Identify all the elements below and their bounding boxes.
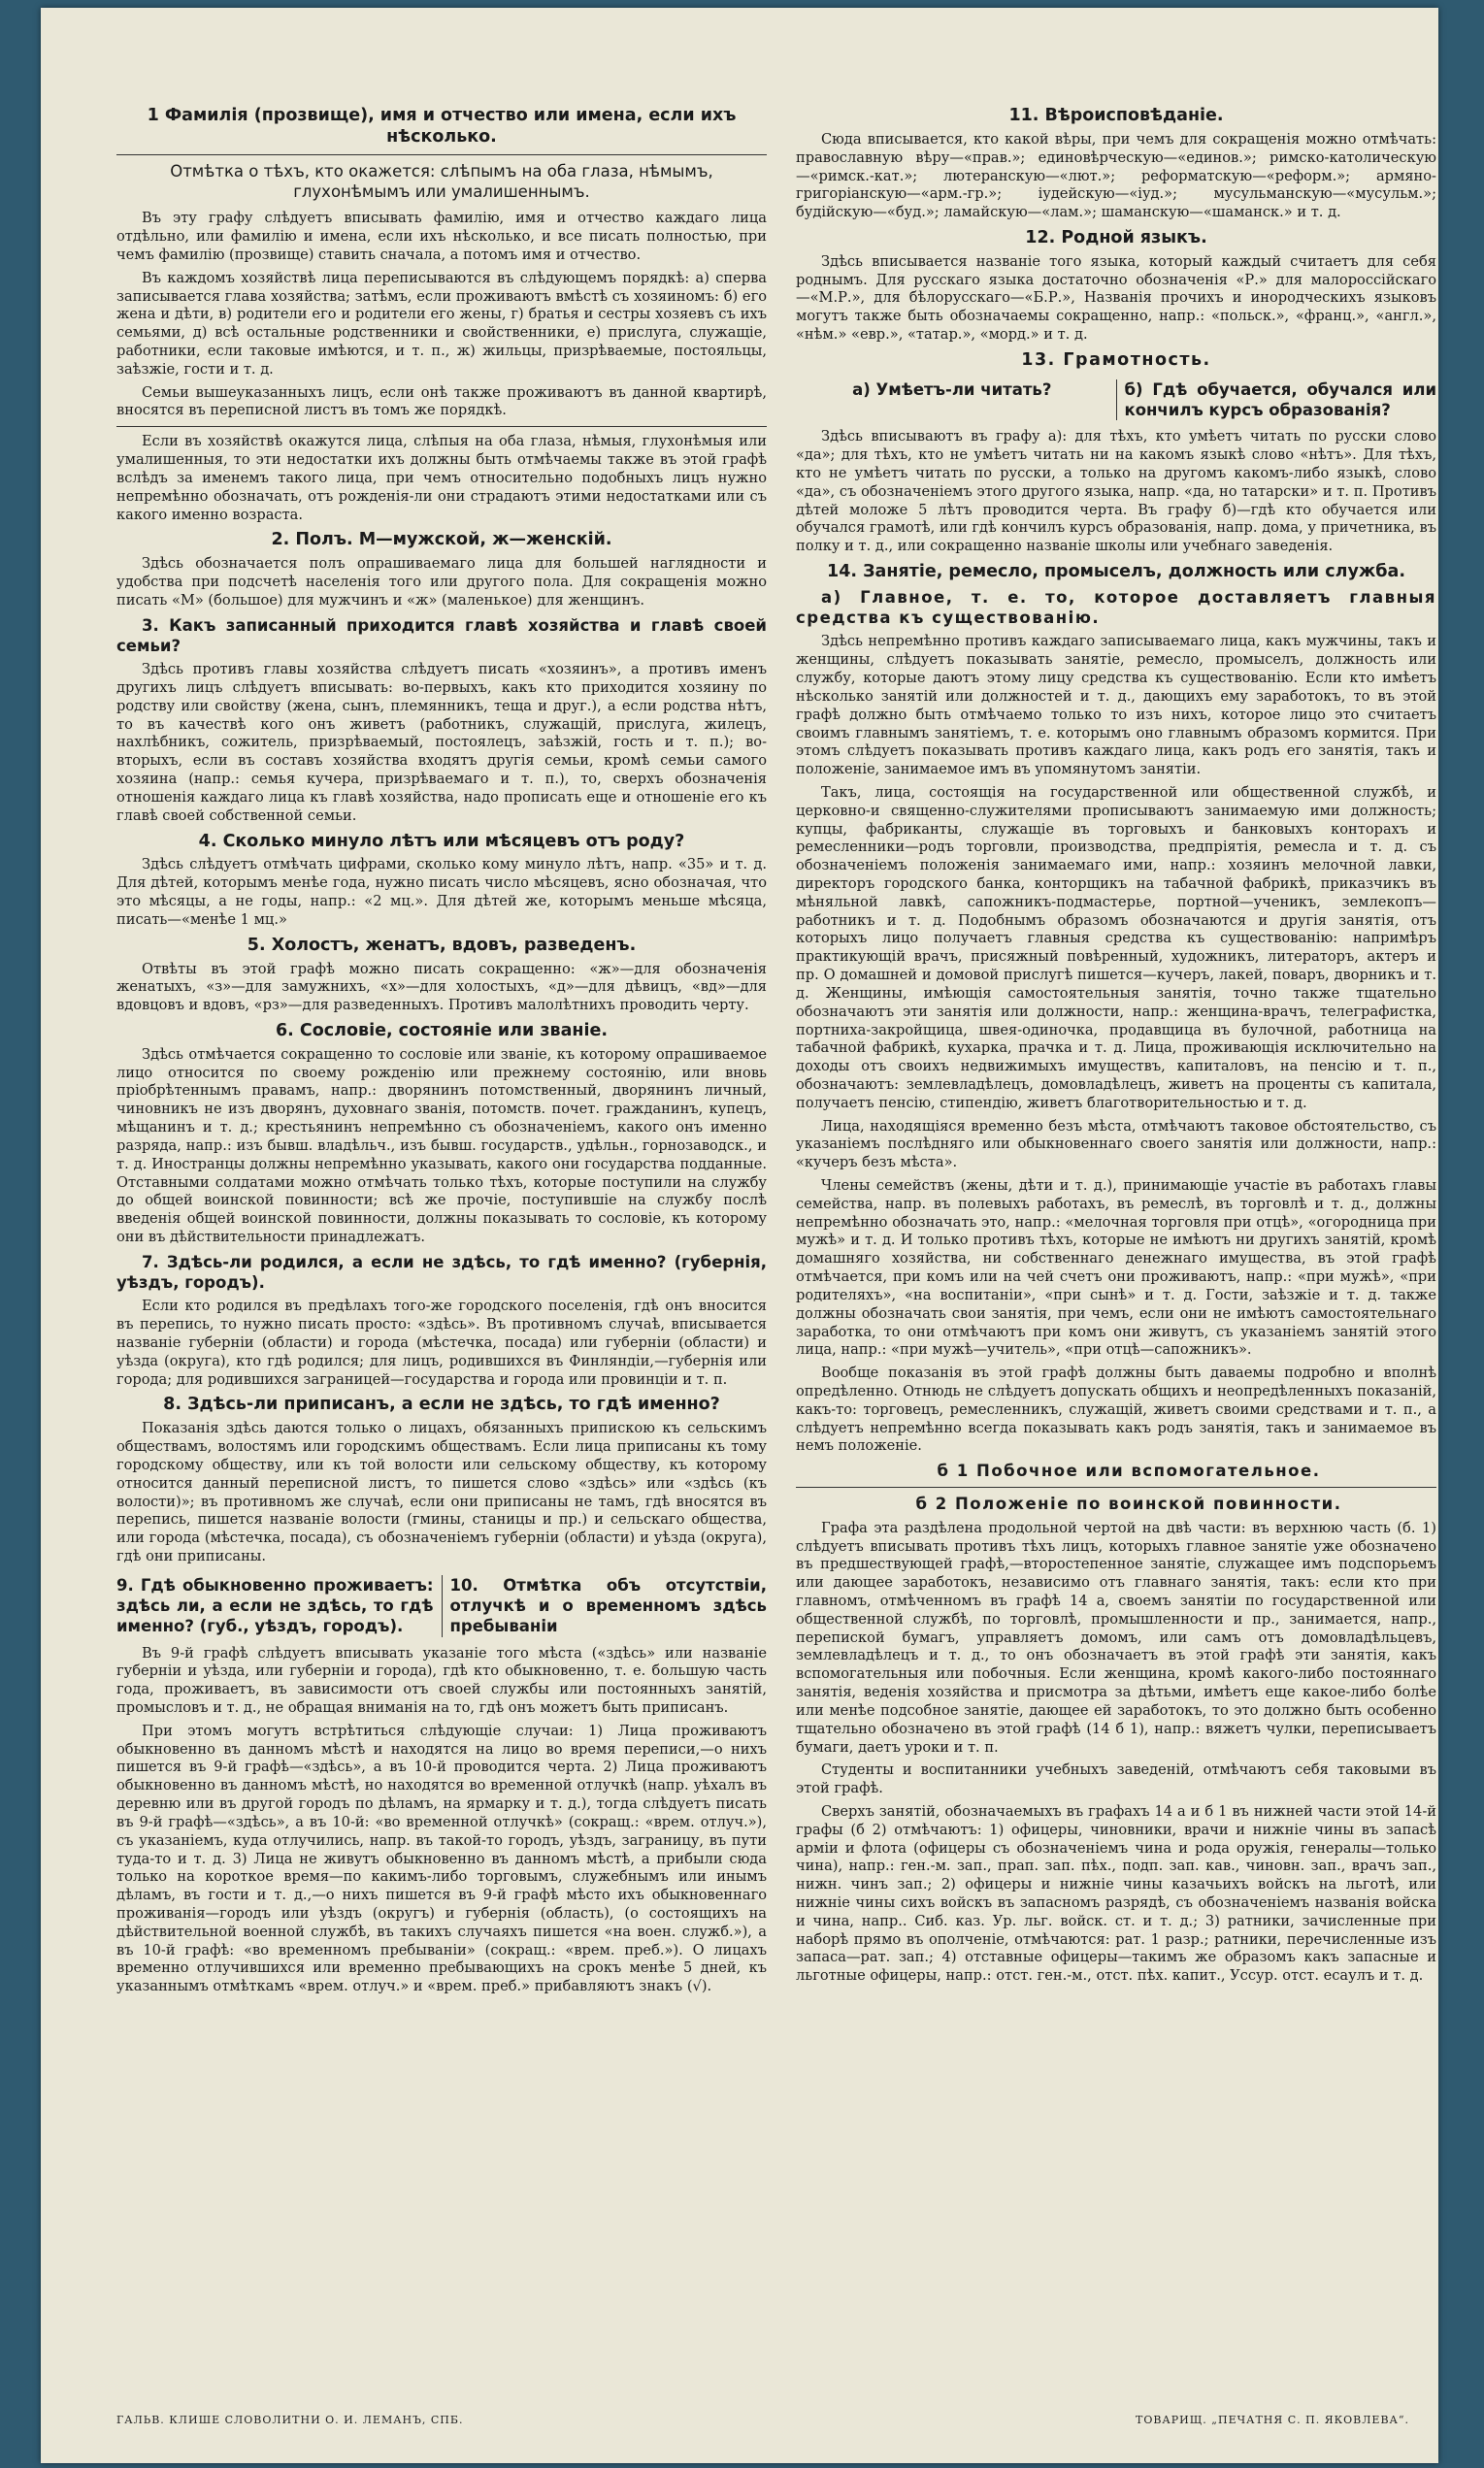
section-14-paragraph: Лица, находящіяся временно безъ мѣста, отмѣчаютъ таковое обстоятельство, съ указаніемъ послѣдняго или обыкновеннаго своего занятія или должности, напр.: «кучеръ безъ мѣста». [796,1117,1436,1171]
section-6-paragraph: Здѣсь отмѣчается сокращенно то сословіе или званіе, къ которому опрашиваемое лицо относится по своему рожденію или прежнему состоянію, или вновь пріобрѣтеннымъ правамъ, напр.: дворянинъ потомственный, дворянинъ личный, чиновникъ не изъ дворянъ, духовнаго званія, потомств. почет. гражданинъ, купецъ, мѣщанинъ и т. д.; крестьянинъ непремѣнно съ обозначеніемъ, какого онъ именно разряда, напр.: изъ бывш. владѣльч., изъ бывш. государств., удѣльн., горнозаводск., и т. д. Иностранцы должны непремѣнно указывать, какого они государства подданные. Отставными солдатами можно отмѣчать только тѣхъ, которые поступили на службу до общей воинской повинности; всѣ же прочіе, поступившіе на службу послѣ введенія общей воинской повинности, должны показывать то сословіе, къ которому они въ дѣйствительности принадлежатъ. [116,1045,767,1245]
section-6-title: 6. Сословіе, состояніе или званіе. [276,1020,608,1040]
section-1-title: 1 Фамилія (прозвище), имя и отчество или имена, если ихъ нѣсколько. [147,106,737,147]
section-14-b2: б 2 Положеніе по воинской повинности. [915,1495,1342,1514]
section-7-title: 7. Здѣсь-ли родился, а если не здѣсь, то гдѣ именно? (губернія, уѣздъ, городъ). [116,1252,767,1293]
section-14-paragraph: Здѣсь непремѣнно противъ каждаго записываемаго лица, какъ мужчины, такъ и женщины, слѣдуетъ показывать занятіе, ремесло, промыселъ, должность или службу, которые даютъ этому лицу средства къ существованію. Если кто имѣетъ нѣсколько занятій или должностей и т. д., дающихъ ему заработокъ, то въ этой графѣ должно быть отмѣчаемо только то изъ нихъ, которое лицо это считаетъ своимъ главнымъ занятіемъ, т. е. которымъ оно главнымъ образомъ кормится. При этомъ слѣдуетъ показывать противъ каждаго лица, какъ родъ его занятія, такъ и положеніе, занимаемое имъ въ упомянутомъ занятіи. [796,633,1436,778]
section-1-paragraph: Въ каждомъ хозяйствѣ лица переписываются въ слѣдующемъ порядкѣ: а) сперва записывается глава хозяйства; затѣмъ, если проживаютъ вмѣстѣ съ хозяиномъ: б) его жена и дѣти, в) родители его и родители его жены, г) братья и сестры хозяевъ съ ихъ семьями, д) всѣ остальные родственники и свойственники, е) прислуга, служащіе, работники, если таковые имѣются, и т. п., ж) жильцы, призрѣваемые, постояльцы, заѣзжіе, гости и т. д. [116,269,767,378]
section-14-a: а) Главное, т. е. то, которое доставляетъ главныя средства къ существованію. [796,587,1436,628]
section-13-paragraph: Здѣсь вписываютъ въ графу а): для тѣхъ, кто умѣетъ читать по русски слово «да»; для тѣхъ, кто не умѣетъ читать ни на какомъ языкѣ слово «нѣтъ». Для тѣхъ, кто не умѣетъ читать по русски, а только на другомъ какомъ-либо языкѣ, слово «да», съ обозначеніемъ этого другого языка, напр. «да, но татарски» и т. п. Противъ дѣтей моложе 5 лѣтъ проводится черта. Въ графу б)—гдѣ кто обучается или обучался грамотѣ, или гдѣ кончилъ курсъ образованія, напр. дома, у причетника, въ полку и т. д., или сокращенно названіе школы или учебнаго заведенія. [796,428,1436,555]
section-13-title: 13. Грамотность. [1021,349,1211,370]
divider [116,154,767,155]
section-12-title: 12. Родной языкъ. [1025,227,1207,247]
section-10-title: 10. Отмѣтка объ отсутствіи, отлучкѣ и о временномъ здѣсь пребываніи [442,1575,768,1637]
left-column [116,100,767,2386]
divider [116,426,767,427]
section-9-title: 9. Гдѣ обыкновенно проживаетъ: здѣсь ли, а если не здѣсь, то гдѣ именно? (губ., уѣздъ, городъ). [116,1575,434,1636]
section-8-paragraph: Показанія здѣсь даются только о лицахъ, обязанныхъ припискою къ сельскимъ обществамъ, волостямъ или городскимъ обществамъ. Если лица приписаны къ тому городскому обществу, или къ той волости или сельскому обществу, къ которому относится данный переписной листъ, то пишется слово «здѣсь» или «здѣсь (къ волости)»; въ противномъ же случаѣ, если они приписаны не тамъ, гдѣ вносятся въ перепись, пишется названіе волости (гмины, станицы и пр.) и сельскаго общества, или города (мѣстечка, посада), съ обозначеніемъ губерніи (области) и уѣзда (округа), гдѣ они приписаны. [116,1420,767,1564]
section-3-paragraph: Здѣсь противъ главы хозяйства слѣдуетъ писать «хозяинъ», а противъ именъ другихъ лицъ слѣдуетъ вписывать: во-первыхъ, какъ кто приходится хозяину по родству или свойству (жена, сынъ, племянникъ, теща и друг.), а если родства нѣтъ, то въ качествѣ кого онъ живетъ (работникъ, служащій, прислуга, жилецъ, нахлѣбникъ, сожитель, призрѣваемый, постоялецъ, заѣзжій, гость и т. п.); во-вторыхъ, если въ составъ хозяйства входятъ другія семьи, кромѣ семьи самого хозяина (напр.: семья кучера, призрѣваемаго и т. п.), то, сверхъ обозначенія отношенія каждаго лица къ главѣ хозяйства, надо прописать еще и отношеніе его къ главѣ своей собственной семьи. [116,661,767,824]
section-4-title: 4. Сколько минуло лѣтъ или мѣсяцевъ отъ роду? [198,831,685,851]
section-1-paragraph: Въ эту графу слѣдуетъ вписывать фамилію, имя и отчество каждаго лица отдѣльно, или фамилію и имена, если ихъ нѣсколько, и все писать полностью, при чемъ фамилію (прозвище) ставить сначала, а потомъ имя и отчество. [116,210,767,263]
census-instruction-sheet [41,8,1438,2463]
section-5-title: 5. Холостъ, женатъ, вдовъ, разведенъ. [247,935,637,955]
right-column [796,100,1436,2386]
section-1-paragraph: Семьи вышеуказанныхъ лицъ, если онѣ также проживаютъ въ данной квартирѣ, вносятся въ переписной листъ въ томъ же порядкѣ. [116,383,767,419]
section-9-paragraph: При этомъ могутъ встрѣтиться слѣдующіе случаи: 1) Лица проживаютъ обыкновенно въ данномъ мѣстѣ и находятся на лицо во время переписи,—о нихъ пишется въ 9-й графѣ—«здѣсь», а въ 10-й проводится черта. 2) Лица проживаютъ обыкновенно въ данномъ мѣстѣ, но находятся во временной отлучкѣ (напр. уѣхалъ въ деревню или въ другой городъ по дѣламъ, на ярмарку и т. д.), тогда слѣдуетъ писать въ 9-й графѣ—«здѣсь», а въ 10-й: «во временной отлучкѣ» (сокращ.: «врем. отлуч.»), съ указаніемъ, куда отлучились, напр. въ такой-то городъ, уѣздъ, заграницу, въ пути туда-то и т. д. 3) Лица не живутъ обыкновенно въ данномъ мѣстѣ, а прибыли сюда только на короткое время—по какимъ-либо торговымъ, служебнымъ или инымъ дѣламъ, въ гости и т. д.,—о нихъ пишется въ 9-й графѣ мѣсто ихъ обыкновеннаго проживанія—городъ или уѣздъ (округъ) и губернія (область), (о состоящихъ на дѣйствительной военной службѣ, въ такихъ случаяхъ пишется «на воен. служб.»), а въ 10-й графѣ: «во временномъ пребываніи» (сокращ.: «врем. преб.»). О лицахъ временно отлучившихся или временно пребывающихъ на срокъ менѣе 5 дней, къ указаннымъ отмѣткамъ «врем. отлуч.» и «врем. преб.» прибавляютъ знакъ (√). [116,1722,767,1995]
section-8-title: 8. Здѣсь-ли приписанъ, а если не здѣсь, то гдѣ именно? [163,1395,720,1415]
section-9-paragraph: Въ 9-й графѣ слѣдуетъ вписывать указаніе того мѣста («здѣсь» или названіе губерніи и уѣзда, или губерніи и города), гдѣ кто обыкновенно, т. е. большую часть года, проживаетъ, въ зависимости отъ своей службы или постоянныхъ занятій, промысловъ и т. д., не обращая вниманія на то, гдѣ онъ можетъ быть приписанъ. [116,1644,767,1717]
section-7-paragraph: Если кто родился въ предѣлахъ того-же городского поселенія, гдѣ онъ вносится въ перепись, то нужно писать просто: «здѣсь». Въ противномъ случаѣ, вписывается названіе губерніи (области) и города (мѣстечка, посада) или губерніи (области) и уѣзда (округа), кто гдѣ родился; для лицъ, родившихся въ Финляндіи,—губернія или города; для родившихся заграницей—государства и города или провинціи и т. п. [116,1298,767,1388]
section-2-title: 2. Полъ. М—мужской, ж—женскій. [271,530,612,550]
printer-credit-left: ГАЛЬВ. КЛИШЕ СЛОВОЛИТНИ О. И. ЛЕМАНЪ, СПБ. [116,2414,464,2426]
printer-credit-right: ТОВАРИЩ. „ПЕЧАТНЯ С. П. ЯКОВЛЕВА“. [1135,2414,1409,2426]
section-14-paragraph: Сверхъ занятій, обозначаемыхъ въ графахъ 14 а и б 1 въ нижней части этой 14-й графы (б 2) отмѣчаютъ: 1) офицеры, чиновники, врачи и нижніе чины въ запасѣ арміи и флота (офицеры съ обозначеніемъ чина и рода оружія, генералы—только чина), напр.: ген.-м. зап., прап. зап. пѣх., подп. зап. кав., чиновн. зап., врачъ зап., нижн. чинъ зап.; 2) офицеры и нижніе чины казачьихъ войскъ на льготѣ, или нижніе чины сихъ войскъ въ запасномъ разрядѣ, съ обозначеніемъ названія войска и чина, напр.. Сиб. каз. Ур. льг. войск. ст. и т. д.; 3) ратники, зачисленные при наборѣ прямо въ ополченіе, отмѣчаются: рат. 1 разр.; ратники, перечисленные изъ запаса—рат. зап.; 4) отставные офицеры—такимъ же образомъ какъ запасные и льготные офицеры, напр.: отст. ген.-м., отст. пѣх. капит., Уссур. отст. есаулъ и т. д. [796,1802,1436,1985]
section-14-paragraph: Вообще показанія въ этой графѣ должны быть даваемы подробно и вполнѣ опредѣленно. Отнюдь не слѣдуетъ допускать общихъ и неопредѣленныхъ показаній, какъ-то: торговецъ, ремесленникъ, служащій, живетъ своими средствами и т. п., а слѣдуетъ непремѣнно всегда показывать какъ родъ занятія, такъ и занимаемое въ немъ положеніе. [796,1365,1436,1455]
section-12-paragraph: Здѣсь вписывается названіе того языка, который каждый считаетъ для себя роднымъ. Для русскаго языка достаточно обозначенія «Р.» для малороссійскаго—«М.Р.», для бѣлорусскаго—«Б.Р.», Названія прочихъ и инородческихъ языковъ могутъ также быть обозначаемы сокращенно, напр.: «польск.», «франц.», «англ.», «нѣм.» «евр.», «татар.», «морд.» и т. д. [796,252,1436,344]
section-4-paragraph: Здѣсь слѣдуетъ отмѣчать цифрами, сколько кому минуло лѣтъ, напр. «35» и т. д. Для дѣтей, которымъ менѣе года, нужно писать число мѣсяцевъ, ясно обозначая, что это мѣсяцы, а не годы, напр.: «2 мц.». Для дѣтей же, которымъ меньше мѣсяца, писать—«менѣе 1 мц.» [116,856,767,928]
section-3-title: 3. Какъ записанный приходится главѣ хозяйства и главѣ своей семьи? [116,615,767,655]
section-13-columns [796,376,1436,425]
section-11-paragraph: Сюда вписывается, кто какой вѣры, при чемъ для сокращенія можно отмѣчать: православную вѣру—«прав.»; единовѣрческую—«единов.»; римско-католическую—«римск.-кат.»; лютеранскую—«лют.»; реформатскую—«реформ.»; армяно-григоріанскую—«арм.-гр.»; іудейскую—«іуд.»; мусульманскую—«мусульм.»; будійскую—«буд.»; ламайскую—«лам.»; шаманскую—«шаманск.» и т. д. [796,130,1436,221]
section-14-b1: б 1 Побочное или вспомогательное. [937,1462,1321,1481]
section-11-title: 11. Вѣроисповѣданіе. [1008,106,1224,125]
divider [796,1487,1436,1488]
section-1-subtitle: Отмѣтка о тѣхъ, кто окажется: слѣпымъ на оба глаза, нѣмымъ, глухонѣмымъ или умалишеннымъ. [170,161,713,202]
section-2-paragraph: Здѣсь обозначается полъ опрашиваемаго лица для большей наглядности и удобства при подсчетѣ населенія того или другого пола. Для сокращенія можно писать «М» (большое) для мужчинъ и «ж» (маленькое) для женщинъ. [116,555,767,609]
section-5-paragraph: Отвѣты въ этой графѣ можно писать сокращенно: «ж»—для обозначенія женатыхъ, «з»—для замужнихъ, «х»—для холостыхъ, «д»—для дѣвицъ, «вд»—для вдовцовъ и вдовъ, «рз»—для разведенныхъ. Противъ малолѣтнихъ проводить черту. [116,960,767,1014]
section-13-a: а) Умѣетъ-ли читать? [852,379,1052,399]
section-14-title: 14. Занятіе, ремесло, промыселъ, должность или служба. [827,562,1405,581]
section-14-paragraph: Студенты и воспитанники учебныхъ заведеній, отмѣчаютъ себя таковыми въ этой графѣ. [796,1761,1436,1797]
section-13-b: б) Гдѣ обучается, обучался или кончилъ курсъ образованія? [1116,379,1437,421]
section-14-paragraph: Члены семействъ (жены, дѣти и т. д.), принимающіе участіе въ работахъ главы семейства, напр. въ полевыхъ работахъ, въ ремеслѣ, въ торговлѣ и т. д., должны непремѣнно обозначать это, напр.: «мелочная торговля при отцѣ», «огородница при мужѣ» и т. д. И только противъ тѣхъ, которые не имѣютъ ни другихъ занятій, кромѣ домашняго хозяйства, ни собственнаго денежнаго имущества, въ этой графѣ отмѣчается, при комъ или на чей счетъ они проживаютъ, напр.: «при мужѣ», «при родителяхъ», «на воспитаніи», «при сынѣ» и т. д. Гости, заѣзжіе и т. д. также должны обозначать свои занятія, при чемъ, если они не имѣютъ самостоятельнаго заработка, то они отмѣчаютъ при комъ они живутъ, съ указаніемъ занятій этого лица, напр.: «при мужѣ—учитель», «при отцѣ—сапожникъ». [796,1177,1436,1359]
sections-9-10-header [116,1571,767,1641]
section-14-paragraph: Графа эта раздѣлена продольной чертой на двѣ части: въ верхнюю часть (б. 1) слѣдуетъ вписывать противъ тѣхъ лицъ, которыхъ главное занятіе уже обозначено въ предшествующей графѣ,—второстепенное занятіе, служащее имъ подспорьемъ или дающее заработокъ, независимо отъ главнаго занятія, такъ: если кто при главномъ, отмѣченномъ въ графѣ 14 а, своемъ занятіи по государственной или общественной службѣ, по торговлѣ, промышленности и пр., занимается, напр., перепиской бумагъ, управляетъ домомъ, или самъ отъ домовладѣльцевъ, землевладѣлецъ и т. д., то онъ обозначаетъ въ этой графѣ эти занятія, какъ вспомогательныя или побочныя. Если женщина, кромѣ какого-либо постояннаго занятія, веденія хозяйства и присмотра за дѣтьми, имѣетъ еще какое-либо болѣе или менѣе подсобное занятіе, дающее ей заработокъ, то это должно быть особенно тщательно обозначено въ этой графѣ (14 б 1), напр.: вяжетъ чулки, переписываетъ бумаги, даетъ уроки и т. п. [796,1519,1436,1756]
section-1-paragraph: Если въ хозяйствѣ окажутся лица, слѣпыя на оба глаза, нѣмыя, глухонѣмыя или умалишенныя, то эти недостатки ихъ должны быть отмѣчаемы также въ этой графѣ вслѣдъ за именемъ такого лица, при чемъ относительно подобныхъ лицъ нужно непремѣнно обозначать, отъ рожденія-ли они страдаютъ этими недостатками или съ какого именно возраста. [116,433,767,523]
section-14-paragraph: Такъ, лица, состоящія на государственной или общественной службѣ, и церковно-и священно-служителями прописываютъ занимаемую ими должность; купцы, фабриканты, служащіе въ торговыхъ и банковыхъ конторахъ и ремесленники—родъ торговли, производства, предпріятія, ремесла и т. д. съ обозначеніемъ положенія занимаемаго ими, напр.: хозяинъ мелочной лавки, директоръ городского банка, конторщикъ на табачной фабрикѣ, приказчикъ въ мѣняльной лавкѣ, сапожникъ-подмастерье, портной—ученикъ, землекопъ—работникъ и т. д. Подобнымъ образомъ обозначаются и другія занятія, отъ которыхъ лицо получаетъ главныя средства къ существованію: напримѣръ практикующій врачъ, присяжный повѣренный, художникъ, литераторъ, актеръ и пр. О домашней и домовой прислугѣ пишется—кучеръ, лакей, поваръ, дворникъ и т. д. Женщины, имѣющія самостоятельныя занятія, точно также тщательно обозначаютъ эти занятія или должности, напр.: женщина-врачъ, телеграфистка, портниха-закройщица, швея-одиночка, продавщица въ булочной, работница на табачной фабрикѣ, кухарка, прачка и т. д. Лица, проживающія исключительно на доходы отъ своихъ недвижимыхъ имуществъ, капиталовъ, на пенсію и т. п., обозначаютъ: землевладѣлецъ, домовладѣлецъ, живетъ на проценты съ капитала, получаетъ пенсію, стипендію, живетъ благотворительностью и т. д. [796,783,1436,1111]
